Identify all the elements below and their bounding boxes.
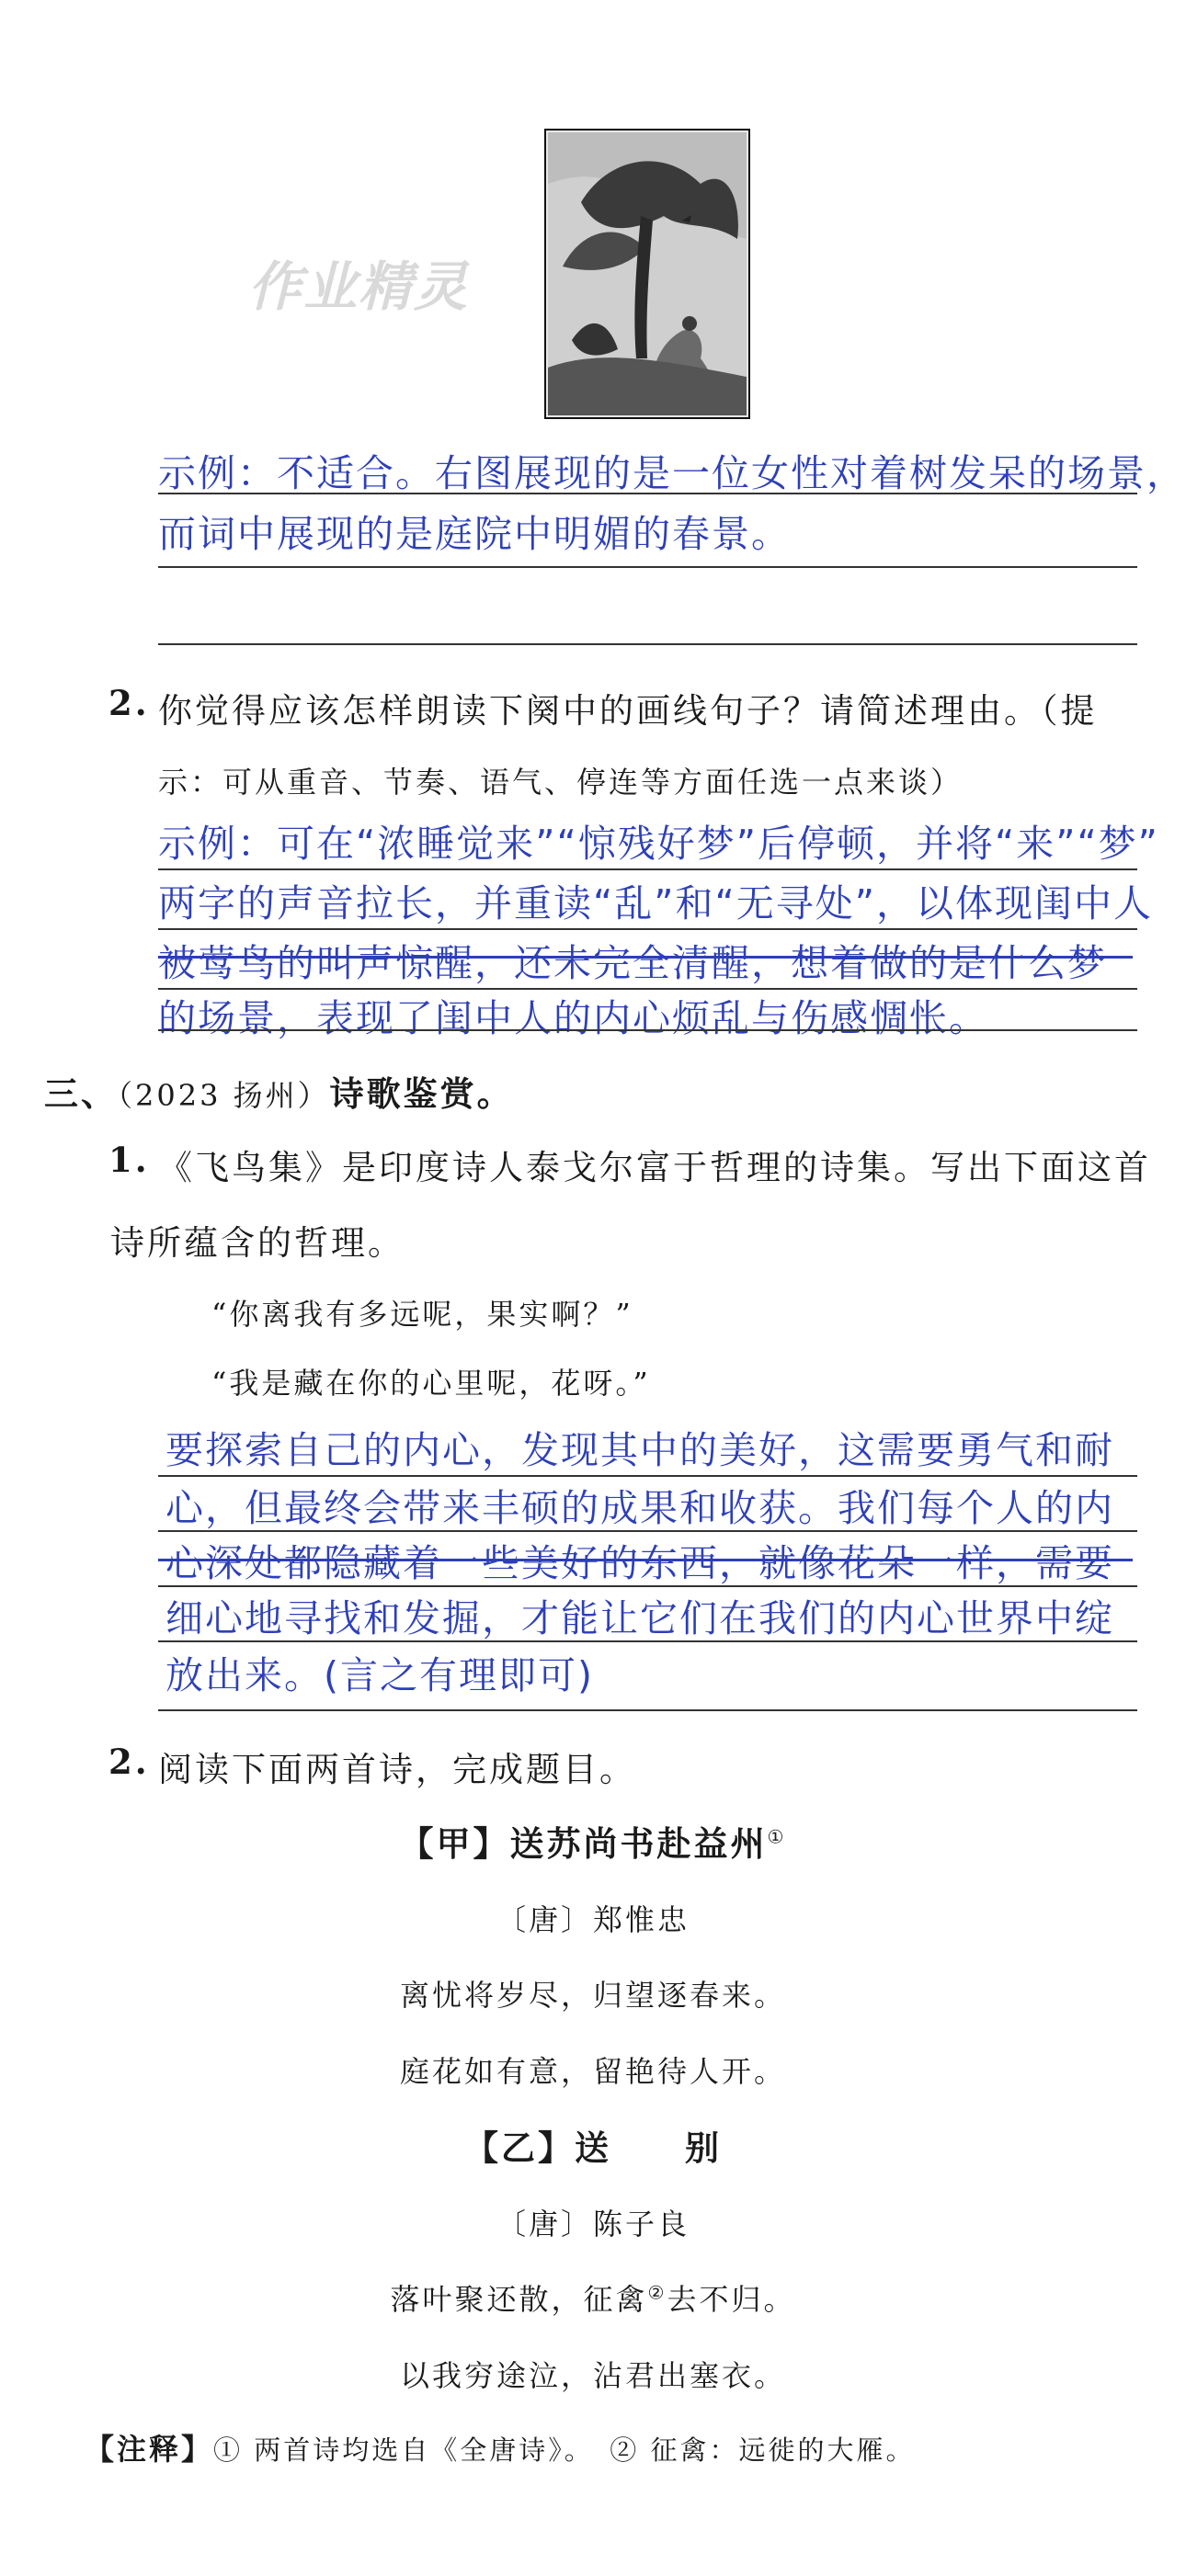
answer-rule [158,493,1137,494]
s3q1-answer-line-3: 心深处都隐藏着一些美好的东西，就像花朵一样，需要 [165,1541,1114,1585]
q2-answer-line-1: 示例：可在“浓睡觉来”“惊残好梦”后停顿，并将“来”“梦” [158,822,1159,866]
poem-b-line-2: 以我穷途泣，沾君出塞衣。 [399,2358,786,2393]
notes [85,2426,915,2468]
notes-text: ① 两首诗均选自《全唐诗》。 ② 征禽：远徙的大雁。 [213,2434,916,2466]
answer-rule [158,1475,1137,1477]
section3-label: 三、 [44,1073,118,1114]
q2-number: 2. [108,683,150,723]
poem-a-author: 〔唐〕郑惟忠 [496,1902,690,1937]
s3q1-prompt: 《飞鸟集》是印度诗人泰戈尔富于哲理的诗集。写出下面这首 [158,1148,1151,1187]
illustration [544,129,750,419]
answer-rule [158,928,1137,930]
answer-rule [158,1640,1137,1642]
section3-title: 诗歌鉴赏。 [329,1074,514,1114]
poem-b-heading [0,2120,1186,2170]
painting-image [544,129,750,419]
s3q2-prompt: 阅读下面两首诗，完成题目。 [158,1750,636,1789]
s3q1-answer-line-5: 放出来。(言之有理即可) [165,1653,594,1697]
answer-rule [158,566,1137,568]
poem-a-heading [0,1816,1186,1866]
notes-label: 【注释】 [85,2432,214,2467]
answer-rule [158,1585,1137,1587]
poem-b-line-1-b: 去不归。 [667,2282,796,2317]
q1-answer-line-2: 而词中展现的是庭院中明媚的春景。 [158,512,791,556]
watermark-text: 作业精灵 [248,255,470,318]
strike-through-mark [158,1559,1133,1561]
s3q1-answer-line-1: 要探索自己的内心，发现其中的美好，这需要勇气和耐 [165,1428,1114,1472]
q2-answer-line-4: 的场景，表现了闺中人的内心烦乱与伤感惆怅。 [158,996,988,1040]
poem-a-line-2: 庭花如有意，留艳待人开。 [399,2054,786,2089]
s3q1-quote-1: “你离我有多远呢，果实啊？” [211,1297,633,1332]
strike-through-mark [158,956,1133,959]
q2-hint: 示：可从重音、节奏、语气、停连等方面任选一点来谈） [158,765,964,800]
s3q2-number: 2. [108,1742,150,1782]
poem-b-title: 送 别 [575,2128,722,2168]
s3q1-number: 1. [108,1140,150,1180]
poem-b-note-mark: ② [647,2281,667,2304]
q2-answer-line-2: 两字的声音拉长，并重读“乱”和“无寻处”，以体现闺中人 [158,881,1153,925]
poem-a-title: 送苏尚书赴益州 [509,1824,768,1864]
poem-a-line-1: 离忧将岁尽，归望逐春来。 [399,1978,786,2013]
s3q1-quote-2: “我是藏在你的心里呢，花呀。” [211,1366,651,1401]
section3-header [44,1066,514,1116]
s3q1-answer-line-4: 细心地寻找和发掘，才能让它们在我们的内心世界中绽 [165,1596,1114,1640]
section3-source: （2023 扬州） [118,1078,330,1113]
q1-answer-line-1: 示例：不适合。右图展现的是一位女性对着树发呆的场景， [158,451,1186,495]
poem-b-author: 〔唐〕陈子良 [496,2207,690,2241]
answer-rule [158,643,1137,645]
poem-a-label: 【甲】 [399,1824,510,1864]
q2-answer-line-3: 被莺鸟的叫声惊醒，还未完全清醒，想着做的是什么梦 [158,941,1107,985]
answer-rule [158,1029,1137,1031]
answer-rule [158,868,1137,870]
s3q1-prompt-2: 诗所蕴含的哲理。 [110,1223,405,1263]
answer-rule [158,1709,1137,1711]
poem-b-line-1 [0,2276,1186,2319]
s3q1-answer-line-2: 心，但最终会带来丰硕的成果和收获。我们每个人的内 [165,1486,1114,1530]
q2-prompt: 你觉得应该怎样朗读下阕中的画线句子？请简述理由。（提 [158,691,1098,731]
poem-a-note-mark: ① [767,1825,787,1848]
answer-rule [158,1530,1137,1532]
poem-b-line-1-a: 落叶聚还散，征禽 [390,2282,648,2317]
poem-b-label: 【乙】 [464,2128,575,2168]
